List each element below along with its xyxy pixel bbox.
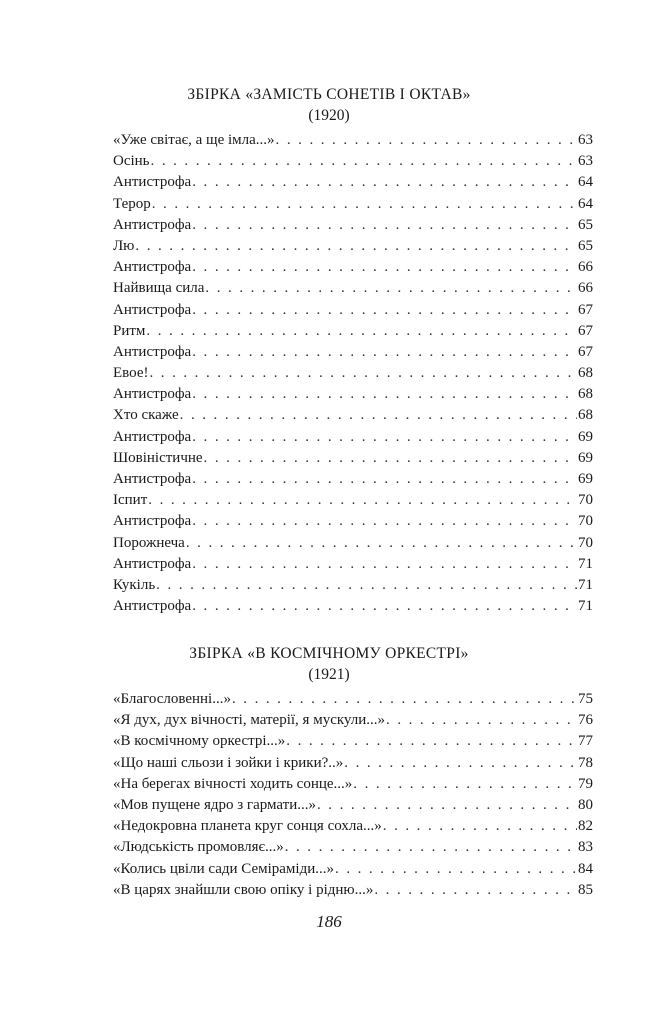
dot-leader bbox=[317, 795, 577, 816]
toc-entry-page: 84 bbox=[578, 860, 593, 877]
toc-entry-page: 68 bbox=[578, 407, 593, 424]
toc-entry bbox=[113, 172, 593, 193]
toc-entry bbox=[113, 731, 593, 752]
section-2-year: (1921) bbox=[308, 666, 350, 683]
toc-entry-page: 77 bbox=[578, 733, 593, 750]
toc-entry-title: «На берегах вічності ходить сонце...» bbox=[113, 775, 353, 792]
dot-leader bbox=[344, 753, 577, 774]
toc-entry-page: 63 bbox=[578, 132, 593, 148]
dot-leader bbox=[353, 774, 577, 795]
toc-entry bbox=[113, 774, 593, 795]
dot-leader bbox=[151, 151, 577, 172]
toc-entry-title: «Я дух, дух вічності, матерії, я мускули...» bbox=[113, 712, 386, 729]
toc-entry bbox=[113, 384, 593, 405]
toc-entry-title: «Уже світає, а ще імла...» bbox=[113, 132, 275, 148]
toc-entry-title: «В царях знайшли свою опіку і рідню...» bbox=[113, 881, 374, 898]
toc-entry-page: 71 bbox=[578, 576, 593, 593]
toc-entry-title: «Благословенні...» bbox=[113, 691, 231, 707]
toc-entry-page: 79 bbox=[578, 775, 593, 792]
section-2-title: ЗБІРКА «В КОСМІЧНОМУ ОРКЕСТРІ» bbox=[189, 645, 469, 662]
dot-leader bbox=[386, 710, 577, 731]
toc-entry-title: Кукіль bbox=[113, 576, 156, 593]
toc-entry-page: 71 bbox=[578, 598, 593, 615]
toc-entry-page: 63 bbox=[578, 153, 593, 170]
toc-entry bbox=[113, 300, 593, 321]
toc-entry-page: 71 bbox=[578, 555, 593, 572]
toc-entry bbox=[113, 816, 593, 837]
toc-entry-page: 70 bbox=[578, 513, 593, 530]
dot-leader bbox=[285, 837, 577, 858]
toc-entry bbox=[113, 215, 593, 236]
toc-entry-page: 70 bbox=[578, 534, 593, 551]
dot-leader bbox=[192, 215, 577, 236]
toc-entry bbox=[113, 575, 593, 596]
dot-leader bbox=[276, 130, 577, 151]
toc-entry-title: Антистрофа bbox=[113, 386, 192, 403]
toc-entry-page: 82 bbox=[578, 818, 593, 835]
toc-entry-page: 65 bbox=[578, 216, 593, 233]
toc-entry-title: «Людськість промовляє...» bbox=[113, 839, 284, 856]
section-1-title: ЗБІРКА «ЗАМІСТЬ СОНЕТІВ І ОКТАВ» bbox=[187, 86, 471, 103]
toc-entry-title: Антистрофа bbox=[113, 471, 192, 487]
toc-entry-page: 75 bbox=[578, 691, 593, 707]
toc-entry-title: «Мов пущене ядро з гармати...» bbox=[113, 796, 316, 813]
toc-entry-title: Найвища сила bbox=[113, 280, 205, 297]
toc-entry bbox=[113, 490, 593, 511]
toc-entry-title: «Колись цвіли сади Семіраміди...» bbox=[113, 860, 335, 877]
toc-entry-title: Евое! bbox=[113, 365, 149, 382]
toc-entry-page: 66 bbox=[578, 280, 593, 297]
dot-leader bbox=[192, 342, 577, 363]
toc-entry-title: Антистрофа bbox=[113, 216, 192, 233]
toc-entry bbox=[113, 151, 593, 172]
toc-entry-page: 68 bbox=[578, 386, 593, 403]
toc-entry bbox=[113, 469, 593, 490]
toc-entry-page: 67 bbox=[578, 301, 593, 318]
toc-entry bbox=[113, 194, 593, 215]
toc-entry-page: 70 bbox=[578, 492, 593, 509]
dot-leader bbox=[146, 321, 577, 342]
dot-leader bbox=[192, 427, 577, 448]
dot-leader bbox=[192, 300, 577, 321]
toc-entry-title: Антистрофа bbox=[113, 259, 192, 276]
toc-entry-page: 64 bbox=[578, 174, 593, 191]
section-1-toc bbox=[113, 130, 593, 617]
toc-entry bbox=[113, 596, 593, 617]
dot-leader bbox=[286, 731, 577, 752]
dot-leader bbox=[335, 859, 577, 880]
toc-entry-title: Осінь bbox=[113, 153, 150, 170]
dot-leader bbox=[204, 448, 577, 469]
dot-leader bbox=[180, 405, 577, 426]
dot-leader bbox=[192, 469, 577, 490]
toc-entry bbox=[113, 710, 593, 731]
page-number: 186 bbox=[316, 912, 342, 931]
toc-entry bbox=[113, 405, 593, 426]
dot-leader bbox=[192, 257, 577, 278]
toc-entry-page: 66 bbox=[578, 259, 593, 276]
dot-leader bbox=[156, 575, 577, 596]
toc-entry-title: «Недокровна планета круг сонця сохла...» bbox=[113, 818, 382, 835]
toc-entry-page: 78 bbox=[578, 754, 593, 771]
toc-entry-title: Антистрофа bbox=[113, 343, 192, 360]
toc-entry bbox=[113, 278, 593, 299]
toc-entry bbox=[113, 363, 593, 384]
toc-entry-page: 69 bbox=[578, 471, 593, 487]
toc-entry-page: 68 bbox=[578, 365, 593, 382]
dot-leader bbox=[383, 816, 577, 837]
toc-entry bbox=[113, 753, 593, 774]
toc-entry-title: Іспит bbox=[113, 492, 148, 509]
section-2-toc bbox=[113, 689, 593, 901]
dot-leader bbox=[192, 172, 577, 193]
dot-leader bbox=[192, 511, 577, 532]
toc-entry-page: 69 bbox=[578, 449, 593, 466]
toc-entry-title: Ритм bbox=[113, 322, 146, 339]
toc-entry bbox=[113, 795, 593, 816]
toc-entry bbox=[113, 880, 593, 901]
dot-leader bbox=[149, 363, 577, 384]
toc-entry-page: 80 bbox=[578, 796, 593, 813]
toc-entry bbox=[113, 321, 593, 342]
dot-leader bbox=[186, 533, 577, 554]
dot-leader bbox=[374, 880, 577, 901]
toc-entry bbox=[113, 130, 593, 151]
toc-entry-page: 76 bbox=[578, 712, 593, 729]
toc-entry bbox=[113, 859, 593, 880]
toc-entry-title: «В космічному оркестрі...» bbox=[113, 733, 286, 750]
toc-entry-title: Антистрофа bbox=[113, 598, 192, 615]
dot-leader bbox=[205, 278, 577, 299]
toc-entry-title: Антистрофа bbox=[113, 428, 192, 445]
section-1-year: (1920) bbox=[308, 107, 350, 124]
toc-entry bbox=[113, 554, 593, 575]
toc-entry-title: Шовіністичне bbox=[113, 449, 203, 466]
toc-entry-title: Антистрофа bbox=[113, 301, 192, 318]
toc-entry-page: 67 bbox=[578, 322, 593, 339]
toc-entry bbox=[113, 837, 593, 858]
dot-leader bbox=[152, 194, 577, 215]
dot-leader bbox=[192, 596, 577, 617]
dot-leader bbox=[232, 689, 577, 710]
toc-entry-page: 69 bbox=[578, 428, 593, 445]
toc-entry-title: Антистрофа bbox=[113, 513, 192, 530]
toc-entry bbox=[113, 448, 593, 469]
toc-entry-title: Антистрофа bbox=[113, 555, 192, 572]
toc-entry-page: 85 bbox=[578, 881, 593, 898]
toc-entry-title: Лю bbox=[113, 237, 135, 254]
toc-entry-title: Хто скаже bbox=[113, 407, 179, 424]
dot-leader bbox=[192, 384, 577, 405]
dot-leader bbox=[135, 236, 577, 257]
toc-entry bbox=[113, 257, 593, 278]
toc-entry bbox=[113, 427, 593, 448]
toc-entry bbox=[113, 342, 593, 363]
dot-leader bbox=[148, 490, 577, 511]
toc-entry bbox=[113, 511, 593, 532]
toc-entry-page: 83 bbox=[578, 839, 593, 856]
toc-entry-page: 64 bbox=[578, 195, 593, 212]
toc-entry-page: 65 bbox=[578, 237, 593, 254]
toc-entry-title: Терор bbox=[113, 195, 151, 212]
toc-entry-title: Порожнеча bbox=[113, 534, 185, 551]
toc-entry bbox=[113, 689, 593, 710]
dot-leader bbox=[192, 554, 577, 575]
toc-entry-title: Антистрофа bbox=[113, 174, 192, 191]
toc-entry bbox=[113, 533, 593, 554]
toc-entry-page: 67 bbox=[578, 343, 593, 360]
toc-entry-title: «Що наші сльози і зойки і крики?..» bbox=[113, 754, 344, 771]
toc-entry bbox=[113, 236, 593, 257]
